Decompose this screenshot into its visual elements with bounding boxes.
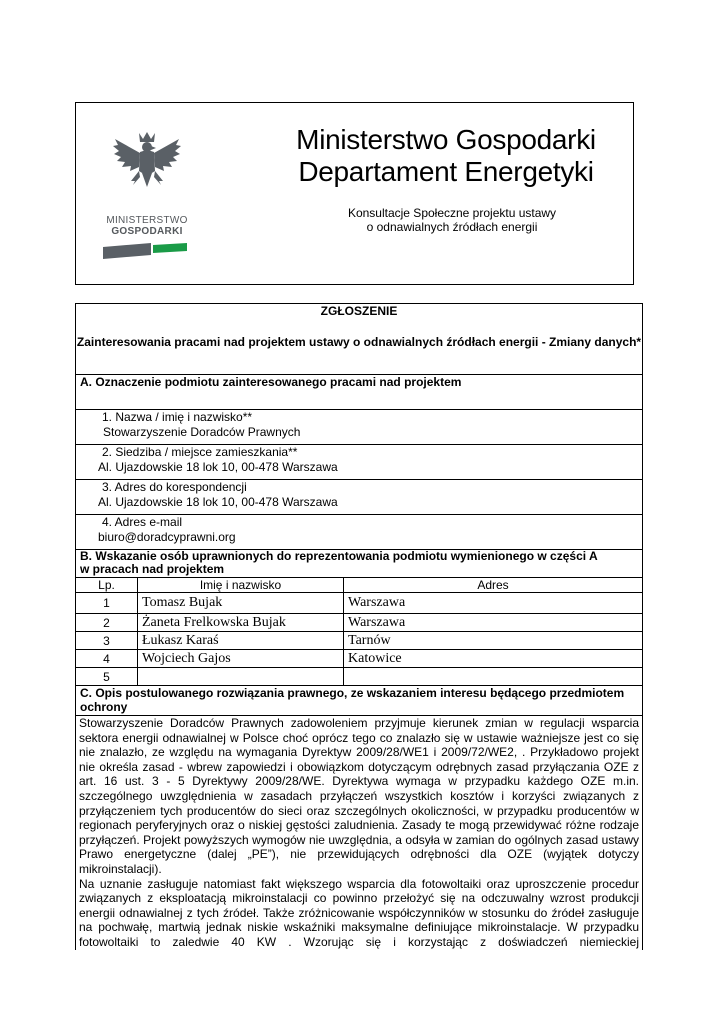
person-address: Warszawa [344,614,643,632]
page-title-line2: Departament Energetyki [298,156,594,187]
form-subheading: Zainteresowania pracami nad projektem ustawy o odnawialnych źródłach energii - Zmiany danych* [76,335,642,349]
table-row [76,632,642,650]
ministry-logo [99,127,195,237]
table-header-row [76,578,642,593]
column-header: Adres [344,578,643,593]
field-correspondence-address [76,480,642,515]
form-header [76,304,642,375]
field-label: 2. Siedziba / miejsce zamieszkania** [102,445,298,459]
section-c-title-line2: ochrony [80,700,128,714]
paragraph: Stowarzyszenie Doradców Prawnych zadowoleniem przyjmuje kierunek zmian w regulacji wsparcia sektora energii odnawialnej w Polsce choć oprócz tego co znalazło się w ustawie ważniejsze jest co się nie znalazło, ze względu na wymagania Dyrektyw 2009/28/WE1 i 2009/72/WE2, . Przykładowo projekt nie określa zasad - wbrew zapowiedzi i obowiązkom dotyczącym odrębnych zasad przyłączania OZE z art. 16 ust. 3 - 5 Dyrektywy 2009/28/WE. Dyrektywa wymaga w przypadku każdego OZE m.in. szczególnego uwzględnienia w zasadach przyłączeń wszystkich kosztów i korzyści związanych z przyłączeniem tych producentów do sieci oraz szczególnych okoliczności, w przypadku producentów w regionach peryferyjnych oraz o niskiej gęstości zaludnienia. Zasady te mogą przewidywać różne rodzaje przyłączeń. Projekt powyższych wymogów nie uwzględnia, a odsyła w zamian do ogólnych zasad ustawy Prawo energetyczne (dalej „PE”), nie przewidujących odrębności dla OZE (wyjątek dotyczy mikroinstalacji). [79,716,639,876]
row-number: 5 [76,668,138,686]
field-value: Al. Ujazdowskie 18 lok 10, 00-478 Warszawa [98,460,338,474]
section-c-title-line1: C. Opis postulowanego rozwiązania prawnego, ze wskazaniem interesu będącego przedmiotem [80,686,625,700]
person-name: Łukasz Karaś [138,632,344,650]
section-c-body [76,716,642,950]
section-a-title: A. Oznaczenie podmiotu zainteresowanego pracami nad projektem [76,375,642,410]
field-name [76,410,642,445]
field-seat [76,445,642,480]
table-row [76,614,642,632]
logo-line2: GOSPODARKI [111,226,183,237]
logo-stripes [103,241,187,259]
person-address: Katowice [344,650,643,668]
logo-line1: MINISTERSTWO [106,215,188,226]
section-c-title [76,686,642,716]
column-header: Lp. [76,578,138,593]
person-address: Warszawa [344,593,643,614]
column-header: Imię i nazwisko [138,578,344,593]
field-value: Stowarzyszenie Doradców Prawnych [103,425,301,439]
section-b-title-line2: w pracach nad projektem [80,562,225,576]
form-heading: ZGŁOSZENIE [320,304,398,318]
subtitle-line2: o odnawialnych źródłach energii [366,220,538,234]
person-address [344,668,643,686]
person-name: Wojciech Gajos [138,650,344,668]
person-name: Żaneta Frelkowska Bujak [138,614,344,632]
field-email [76,515,642,550]
field-label: 1. Nazwa / imię i nazwisko** [102,410,253,424]
logo-text [99,215,195,237]
paragraph: Na uznanie zasługuje natomiast fakt większego wsparcia dla fotowoltaiki oraz uproszczenie procedur związanych z eksploatacją mikroinstalacji co powinno przełożyć się na odczuwalny wzrost produkcji energii odnawialnej z tych źródeł. Także zróżnicowanie współczynników w stosunku do źródeł zasługuje na pochwałę, martwią jednak niskie wskaźniki maksymalne definiujące mikroinstalacje. W przypadku fotowoltaiki to zaledwie 40 KW . Wzorując się i korzystając z doświadczeń niemieckiej [79,876,639,949]
table-row [76,668,642,686]
person-name [138,668,344,686]
field-label: 4. Adres e-mail [102,515,183,529]
page-title-line1: Ministerstwo Gospodarki [296,124,596,155]
row-number: 3 [76,632,138,650]
person-name: Tomasz Bujak [138,593,344,614]
section-b-title-line1: B. Wskazanie osób uprawnionych do reprezentowania podmiotu wymienionego w części A [80,549,598,563]
header-box [75,102,634,285]
row-number: 4 [76,650,138,668]
table-row [76,593,642,614]
field-value: biuro@doradcyprawni.org [98,530,236,544]
representatives-table [76,578,642,686]
row-number: 2 [76,614,138,632]
eagle-emblem-icon [99,127,195,213]
field-value: Al. Ujazdowskie 18 lok 10, 00-478 Warszawa [98,495,338,509]
subtitle-line1: Konsultacje Społeczne projektu ustawy [347,206,557,220]
person-address: Tarnów [344,632,643,650]
table-row [76,650,642,668]
row-number: 1 [76,593,138,614]
section-b-title [76,550,642,578]
field-label: 3. Adres do korespondencji [102,480,247,494]
application-form [75,303,643,950]
